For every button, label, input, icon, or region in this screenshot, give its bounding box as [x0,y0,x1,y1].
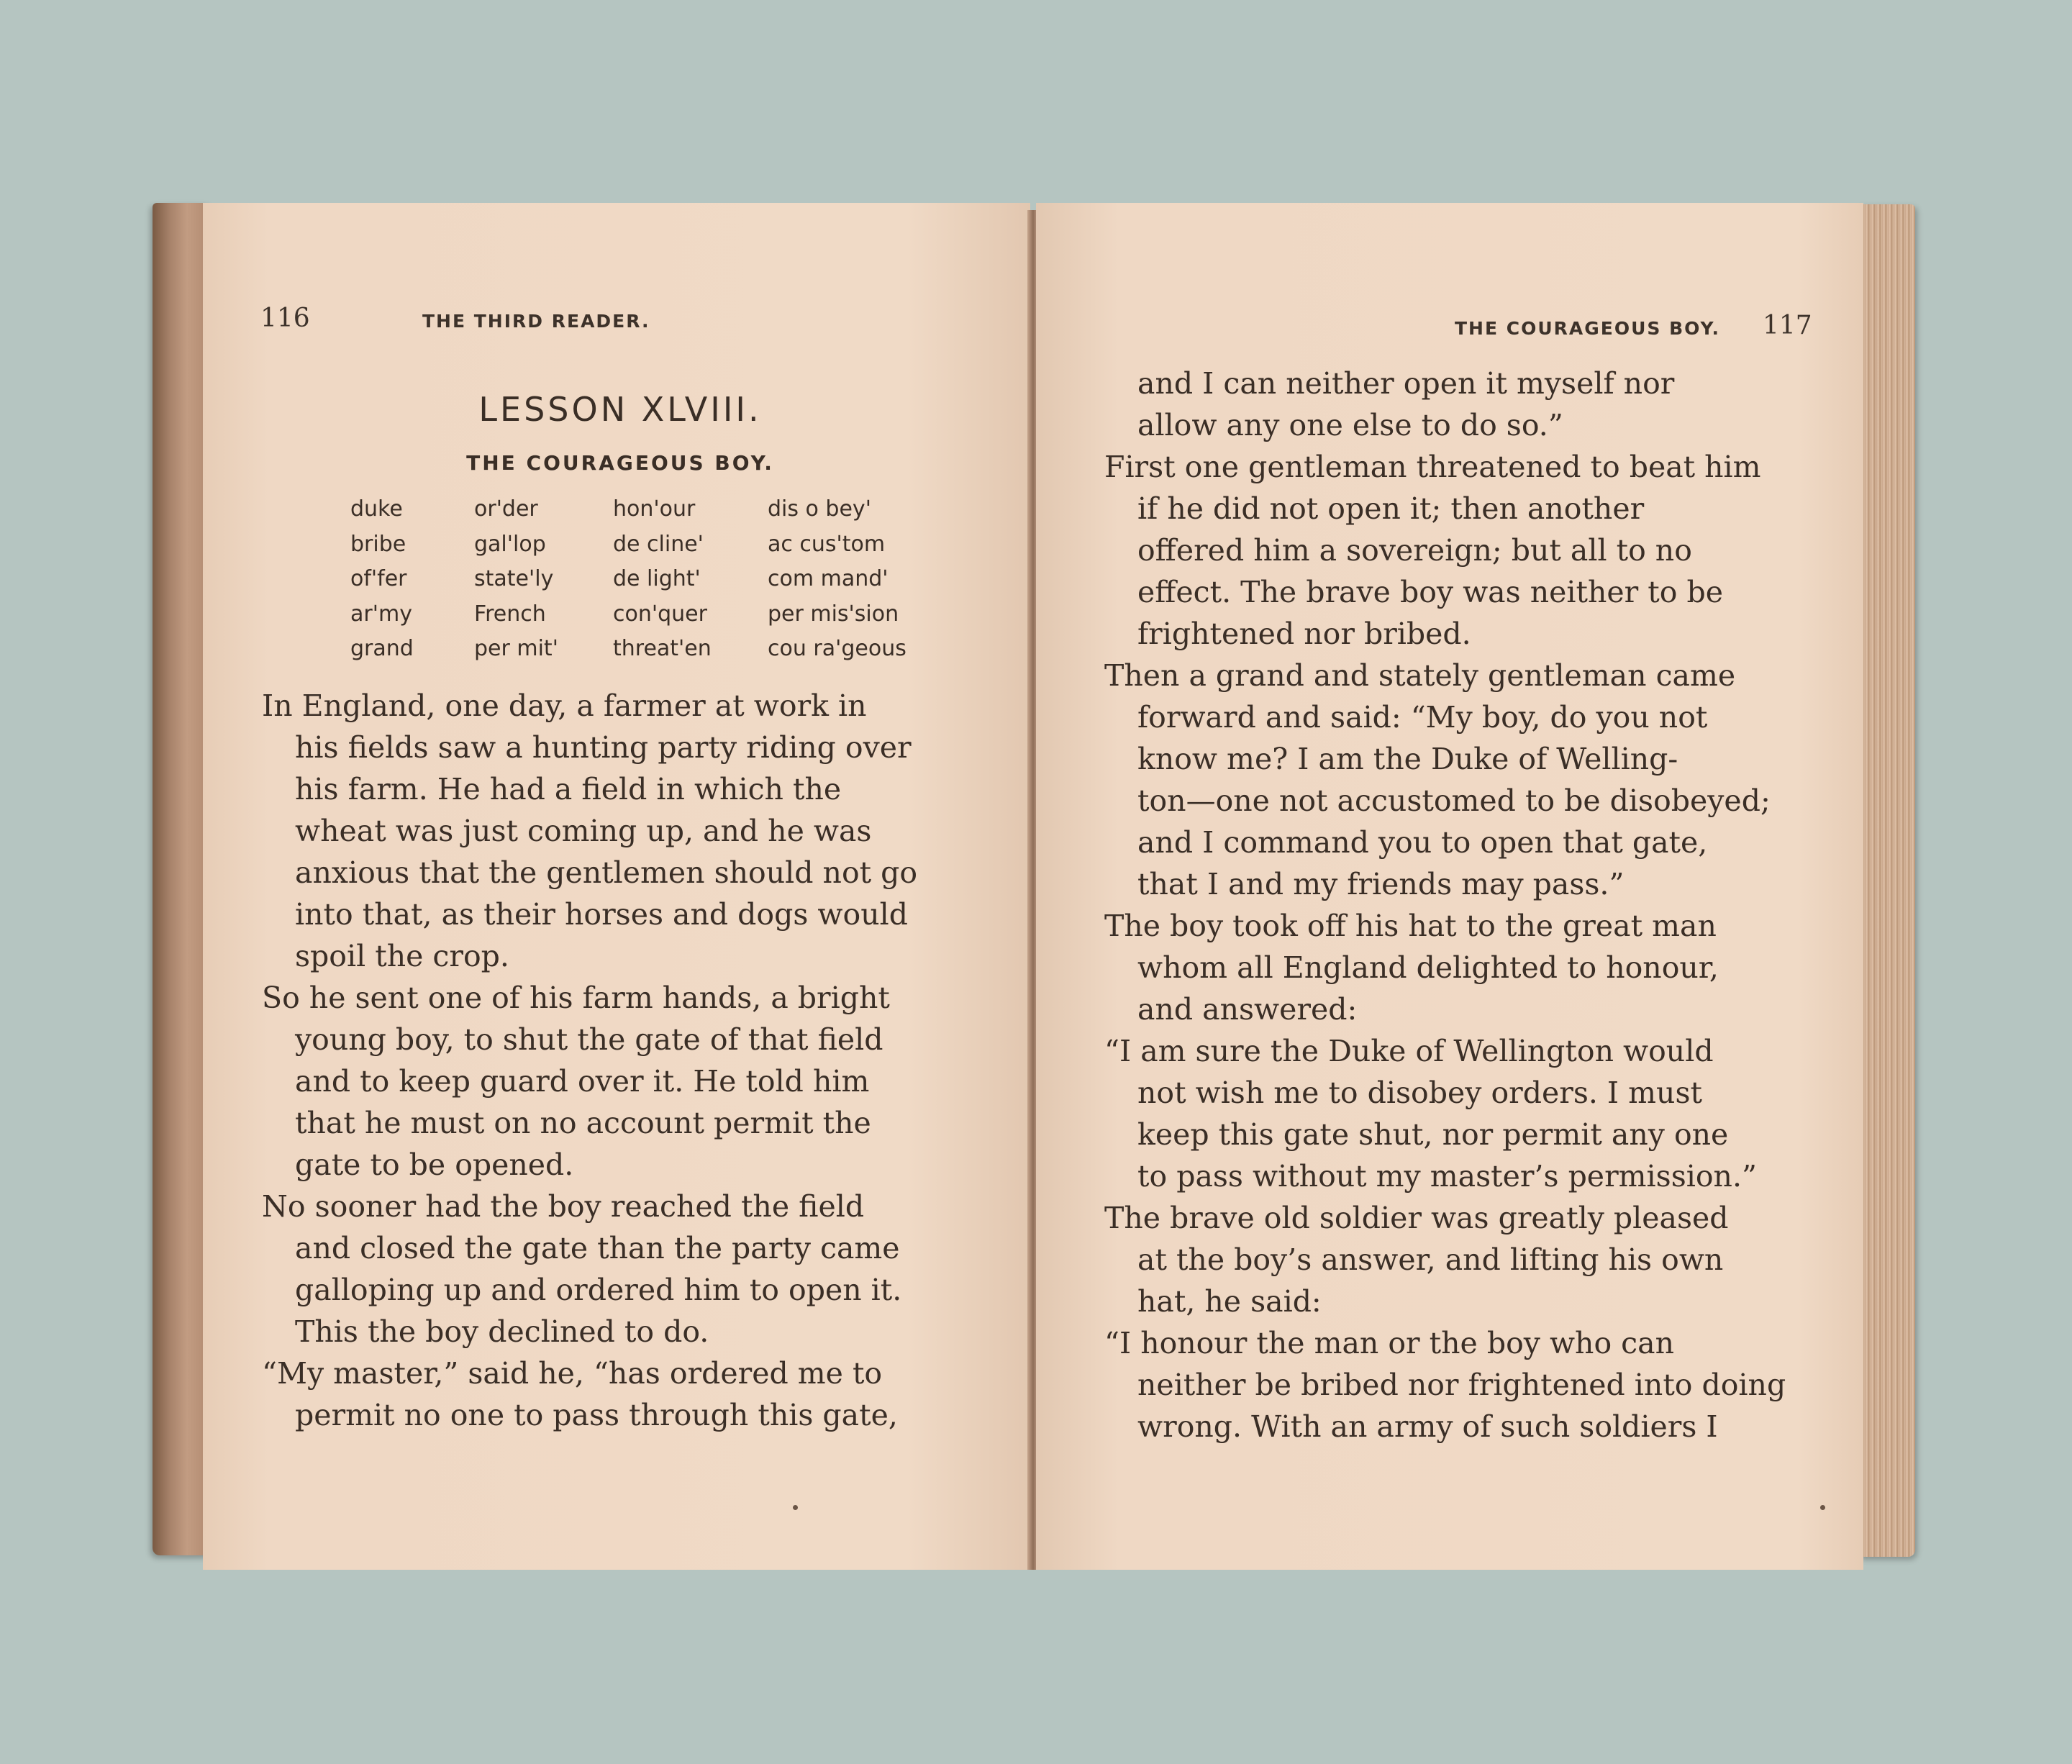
text-line: keep this gate shut, nor permit any one [1137,1117,1729,1152]
vocabulary-word: state'ly [474,566,554,591]
text-line: whom all England delighted to honour, [1137,950,1719,985]
text-line: In England, one day, a farmer at work in [262,688,867,723]
vocabulary-word: ar'my [350,601,412,627]
text-line: wrong. With an army of such soldiers I [1137,1409,1718,1444]
vocabulary-word: gal'lop [474,531,546,557]
lesson-subtitle: THE COURAGEOUS BOY. [466,451,774,475]
text-line: offered him a sovereign; but all to no [1137,533,1692,568]
text-line: his farm. He had a field in which the [295,772,842,806]
text-line: The boy took off his hat to the great man [1104,909,1717,943]
text-line: not wish me to disobey orders. I must [1137,1076,1702,1110]
text-line: “I am sure the Duke of Wellington would [1104,1034,1714,1068]
vocabulary-word: com mand' [768,566,889,591]
text-line: to pass without my master’s permission.” [1137,1159,1757,1194]
text-line: gate to be opened. [295,1147,574,1182]
right-page [1036,203,1863,1570]
vocabulary-word: threat'en [613,636,712,661]
text-line: that he must on no account permit the [295,1106,871,1140]
right-page-edges [1859,204,1915,1557]
vocabulary-word: or'der [474,496,538,522]
vocabulary-word: bribe [350,531,406,557]
vocabulary-word: duke [350,496,403,522]
vocabulary-word: per mit' [474,636,558,661]
text-line: forward and said: “My boy, do you not [1137,700,1708,735]
text-line: and closed the gate than the party came [295,1231,900,1265]
vocabulary-word: con'quer [613,601,707,627]
text-line: neither be bribed nor frightened into doing [1137,1368,1786,1402]
vocabulary-word: cou ra'geous [768,636,906,661]
vocabulary-word: de cline' [613,531,704,557]
vocabulary-word: grand [350,636,414,661]
text-line: permit no one to pass through this gate, [295,1398,898,1432]
text-line: frightened nor bribed. [1137,617,1471,651]
decorative-dot [793,1505,798,1510]
vocabulary-word: per mis'sion [768,601,899,627]
vocabulary-word: ac cus'tom [768,531,886,557]
text-line: “My master,” said he, “has ordered me to [262,1356,883,1391]
text-line: spoil the crop. [295,939,509,973]
right-page-number: 117 [1763,311,1812,340]
left-page-edges [153,203,210,1555]
left-page [203,203,1030,1570]
text-line: and I can neither open it myself nor [1137,366,1675,401]
open-book [153,196,1915,1584]
left-page-number: 116 [260,304,310,333]
text-line: hat, he said: [1137,1284,1322,1319]
text-line: wheat was just coming up, and he was [295,814,872,848]
text-line: and I command you to open that gate, [1137,825,1708,860]
text-line: and answered: [1137,992,1358,1027]
text-line: know me? I am the Duke of Welling- [1137,742,1678,776]
text-line: This the boy declined to do. [295,1314,709,1349]
text-line: So he sent one of his farm hands, a bright [262,981,890,1015]
text-line: ton—one not accustomed to be disobeyed; [1137,783,1771,818]
vocabulary-word: French [474,601,546,627]
left-running-head: THE THIRD READER. [422,311,650,332]
text-line: effect. The brave boy was neither to be [1137,575,1723,609]
right-running-head: THE COURAGEOUS BOY. [1455,318,1720,339]
text-line: “I honour the man or the boy who can [1104,1326,1674,1360]
text-line: and to keep guard over it. He told him [295,1064,870,1099]
vocabulary-word: dis o bey' [768,496,871,522]
text-line: Then a grand and stately gentleman came [1104,658,1736,693]
right-body-text [1104,363,1786,1447]
text-line: at the boy’s answer, and lifting his own [1137,1242,1724,1277]
vocabulary-word: of'fer [350,566,407,591]
text-line: First one gentleman threatened to beat him [1104,450,1761,484]
text-line: galloping up and ordered him to open it. [295,1273,902,1307]
lesson-title: LESSON XLVIII. [478,390,762,429]
vocabulary-word: de light' [613,566,701,591]
text-line: young boy, to shut the gate of that field [295,1022,883,1057]
left-body-text [262,685,917,1436]
text-line: if he did not open it; then another [1137,491,1645,526]
text-line: his fields saw a hunting party riding over [295,730,912,765]
text-line: No sooner had the boy reached the field [262,1189,865,1224]
decorative-dot [1820,1505,1825,1510]
text-line: into that, as their horses and dogs would [295,897,908,932]
text-line: allow any one else to do so.” [1137,408,1563,442]
text-line: anxious that the gentlemen should not go [295,855,918,890]
text-line: that I and my friends may pass.” [1137,867,1625,901]
vocabulary-word: hon'our [613,496,696,522]
text-line: The brave old soldier was greatly pleased [1104,1201,1729,1235]
